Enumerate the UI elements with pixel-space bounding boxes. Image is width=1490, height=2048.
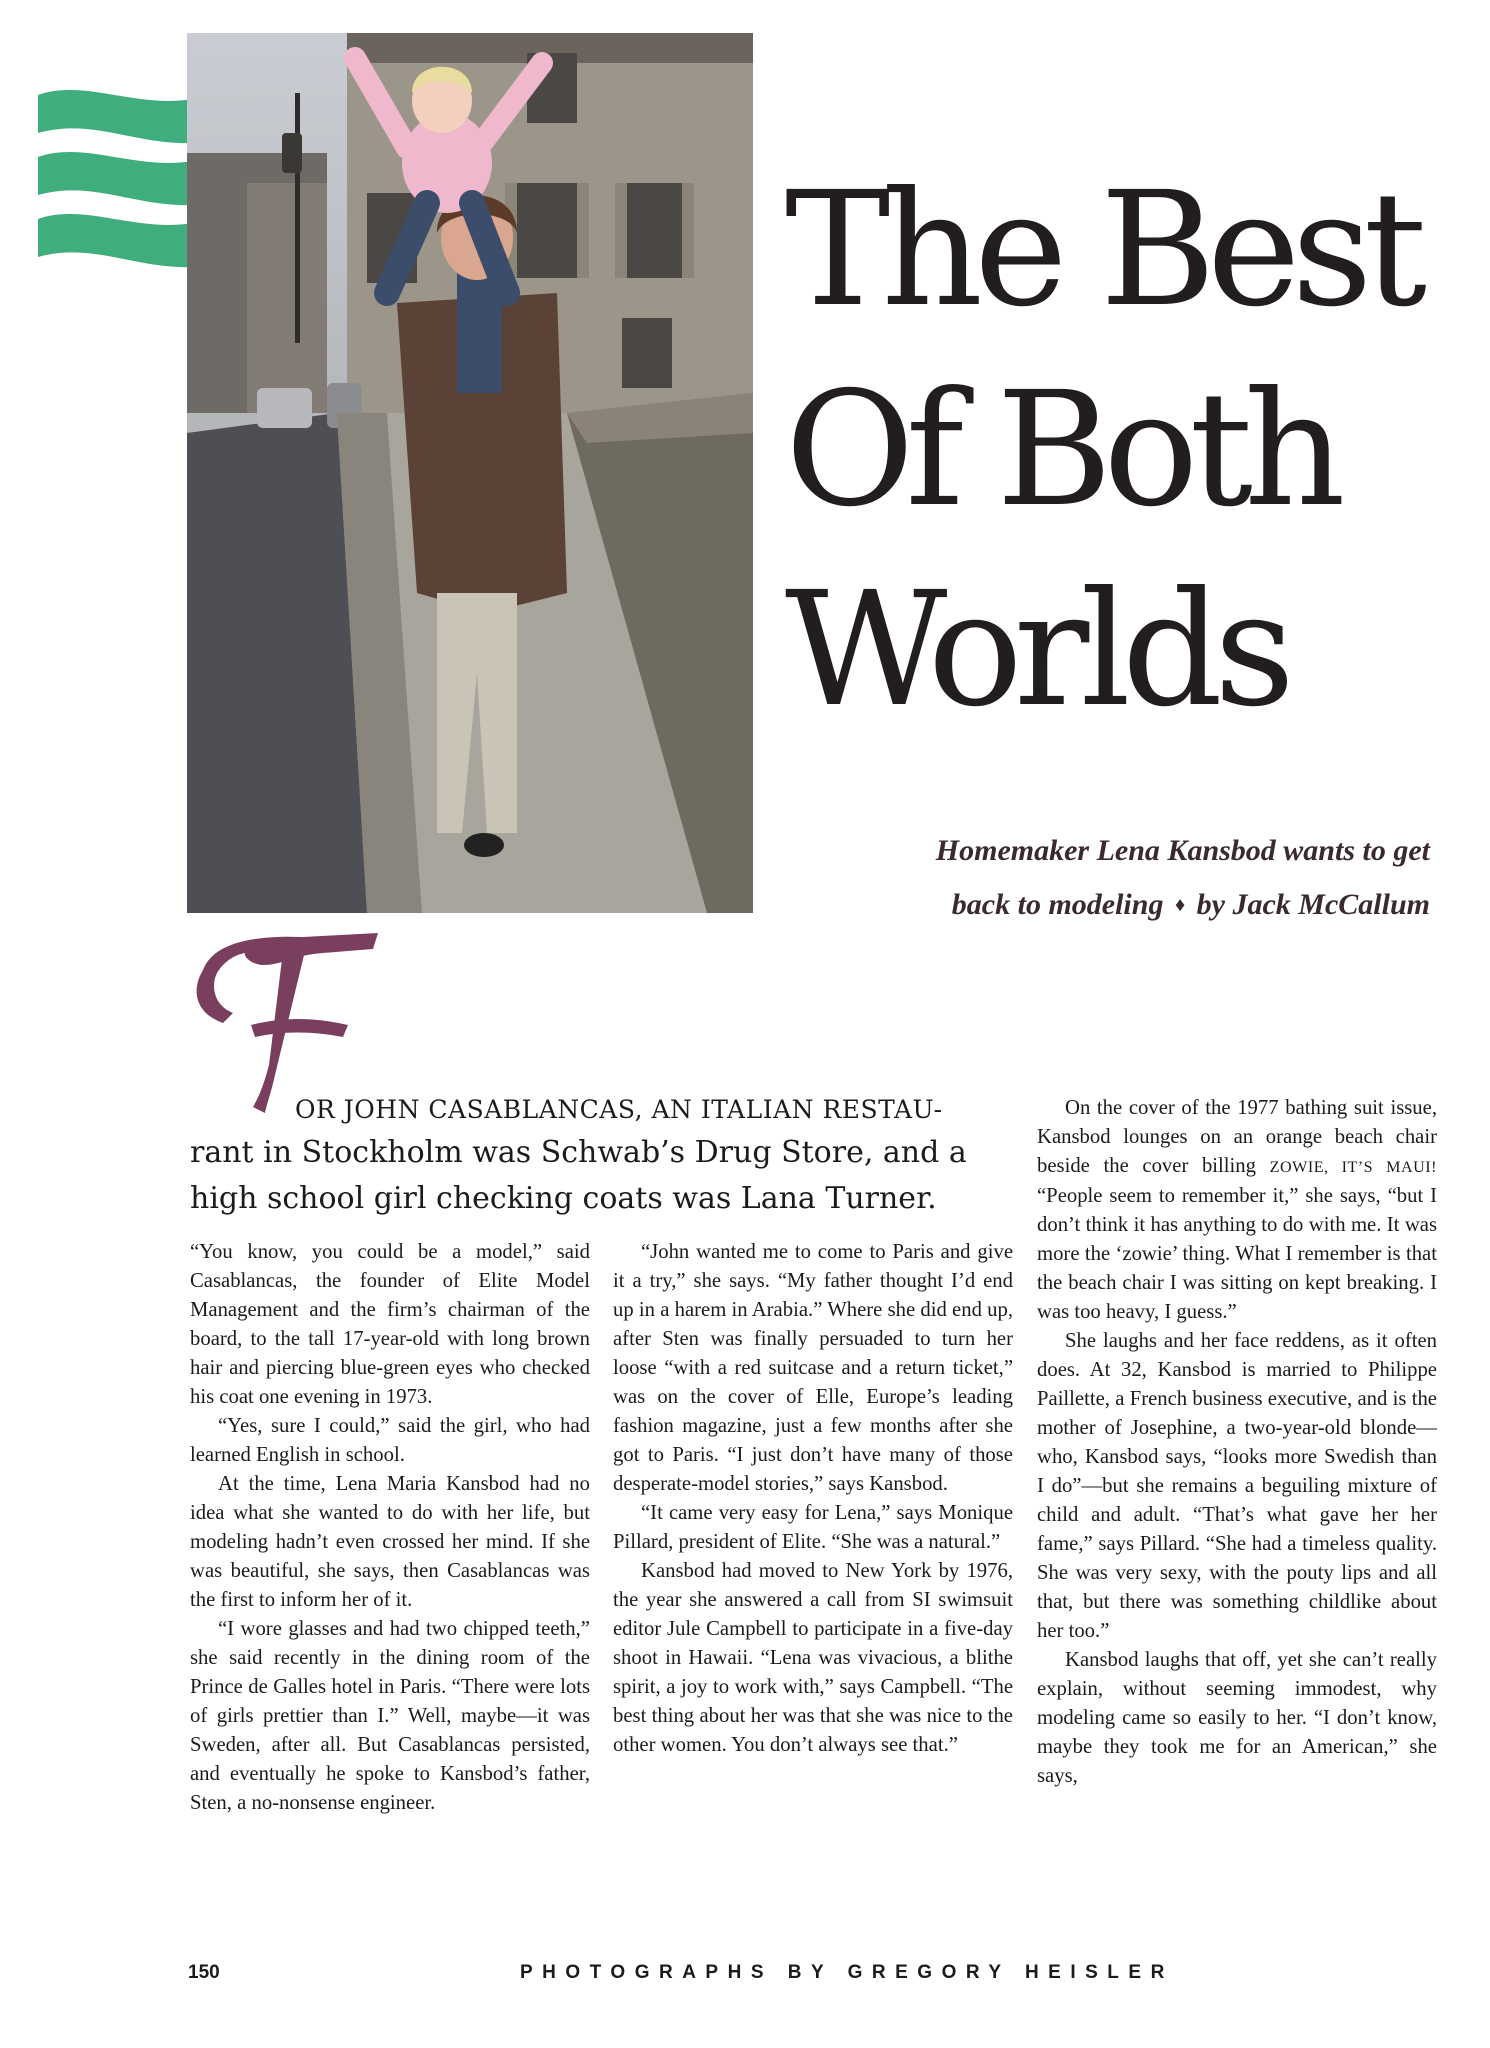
paragraph: “I wore glasses and had two chipped teeth,” she said recently in the dining room of the Prince de Galles hotel in Paris. “There were lots of girls prettier than I.” Well, maybe—it was Sweden, after all. But Casablancas persisted, and eventually he spoke to Kansbod’s father, Sten, a no-nonsense engineer.: [190, 1618, 590, 1814]
headline-line-3: Worlds: [785, 558, 1287, 742]
paragraph: “It came very easy for Lena,” says Monique Pillard, president of Elite. “She was a natural.”: [613, 1502, 1013, 1553]
body-column-3: [1037, 1094, 1437, 1791]
paragraph-text: “People seem to remember it,” she says, “but I don’t think it has anything to do with me. It was more the ‘zowie’ thing. What I remember is that the beach chair I was sitting on kept breaking. I was too heavy, I guess.”: [1037, 1185, 1437, 1323]
byline: by Jack McCallum: [1196, 888, 1430, 921]
deck-line-1: Homemaker Lena Kansbod wants to get: [935, 834, 1430, 867]
page-number: 150: [188, 1962, 220, 1983]
lede-line-2: rant in Stockholm was Schwab’s Drug Store, and a: [190, 1135, 967, 1170]
deck: [770, 824, 1430, 932]
deck-line-2-text: back to modeling: [951, 888, 1164, 921]
headline-line-2: Of Both: [785, 358, 1337, 542]
body-column-2: [613, 1238, 1013, 1760]
headline-line-1: The Best: [785, 158, 1419, 342]
paragraph: Kansbod had moved to New York by 1976, the year she answered a call from SI swimsuit editor Jule Campbell to participate in a five-day shoot in Hawaii. “Lena was vivacious, a blithe spirit, a joy to work with,” says Campbell. “The best thing about her was that she was nice to the other women. You don’t always see that.”: [613, 1560, 1013, 1756]
cover-billing-text: ZOWIE, IT’S MAUI!: [1269, 1159, 1437, 1176]
photo-credit: PHOTOGRAPHS BY GREGORY HEISLER: [520, 1962, 1174, 1983]
diamond-separator-icon: ♦: [1174, 894, 1186, 916]
paragraph: She laughs and her face reddens, as it often does. At 32, Kansbod is married to Philippe Paillette, a French business executive, and is the mother of Josephine, a two-year-old blonde—who, Kansbod says, “looks more Swedish than I do”—but she remains a beguiling mixture of child and adult. “That’s what gave her her fame,” says Pillard. “She had a timeless quality. She was very sexy, with the pouty lips and all that, but there was something childlike about her too.”: [1037, 1330, 1437, 1642]
body-column-1: [190, 1238, 590, 1818]
paragraph: “Yes, sure I could,” said the girl, who had learned English in school.: [190, 1415, 590, 1466]
street-photograph: [187, 33, 753, 913]
paragraph: Kansbod laughs that off, yet she can’t really explain, without seeming immodest, why modeling came so easily to her. “I don’t know, maybe they took me for an American,” she says,: [1037, 1649, 1437, 1787]
paragraph: “John wanted me to come to Paris and give it a try,” she says. “My father thought I’d end up in a harem in Arabia.” Where she did end up, after Sten was finally persuaded to turn her loose “with a red suitcase and a return ticket,” was on the cover of Elle, Europe’s leading fashion magazine, just a few months after she got to Paris. “I just don’t have many of those desperate-model stories,” says Kansbod.: [613, 1241, 1013, 1495]
lede-line-3: high school girl checking coats was Lana Turner.: [190, 1181, 937, 1216]
paragraph: At the time, Lena Maria Kansbod had no idea what she wanted to do with her life, but modeling hadn’t even crossed her mind. If she was beautiful, she says, then Casablancas was the first to inform her of it.: [190, 1473, 590, 1611]
headline: [785, 150, 1475, 750]
lede-line-1: OR JOHN CASABLANCAS, AN ITALIAN RESTAU-: [295, 1095, 943, 1124]
paragraph: [1037, 1094, 1437, 1327]
paragraph-text: On the cover of the 1977 bathing suit issue, Kansbod lounges on an orange beach chair beside the cover billing: [1037, 1097, 1437, 1177]
lede-paragraph: [190, 1090, 1010, 1222]
paragraph: “You know, you could be a model,” said Casablancas, the founder of Elite Model Management and the firm’s chairman of the board, to the tall 17-year-old with long brown hair and piercing blue-green eyes who checked his coat one evening in 1973.: [190, 1241, 590, 1408]
deck-line-2: [770, 878, 1430, 932]
